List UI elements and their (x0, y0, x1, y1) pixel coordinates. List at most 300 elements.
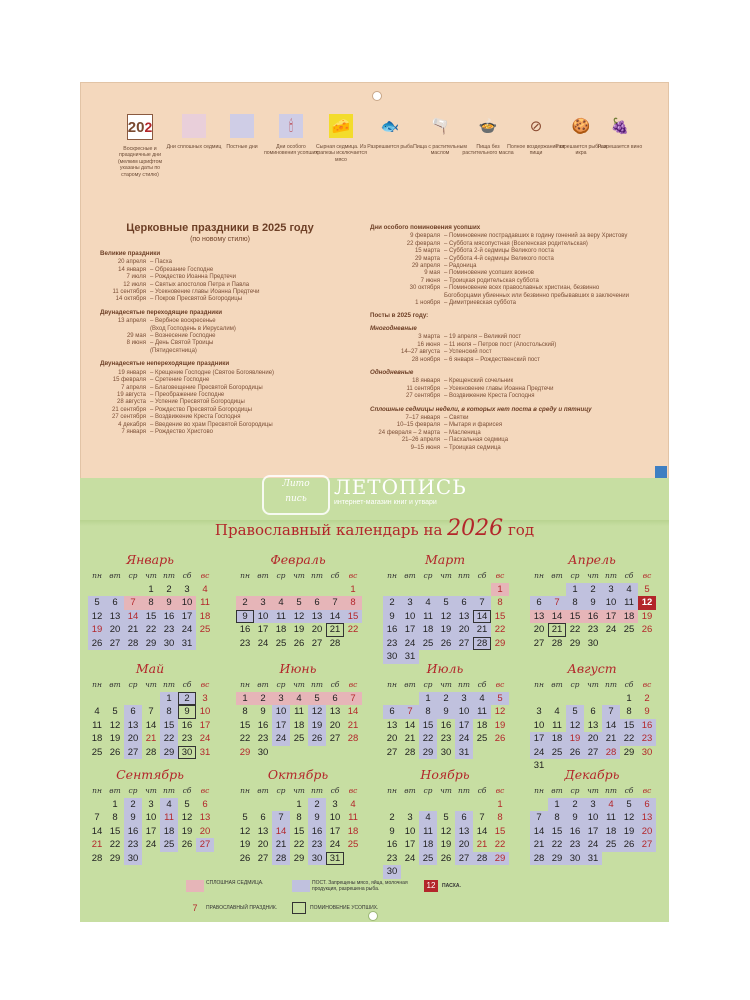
day-cell: 15 (548, 825, 566, 839)
logo-name: ЛЕТОПИСЬ (334, 475, 467, 499)
day-cell: 15 (160, 719, 178, 733)
entry-text: – Обрезание Господне (150, 266, 214, 273)
month-name: Ноябрь (420, 767, 470, 782)
month-grid (88, 678, 214, 759)
bottom-hanging-hole (368, 911, 378, 921)
entry-text: – Сретение Господне (150, 377, 210, 384)
day-cell: 16 (257, 719, 269, 731)
empty-cell (437, 583, 455, 597)
day-cell: 2 (166, 583, 172, 595)
weekday-label: пт (311, 786, 323, 795)
day-cell: 25 (476, 733, 488, 744)
memorial-entry (370, 256, 660, 263)
fast-entry (370, 378, 660, 385)
day-cell: 20 (386, 733, 398, 744)
day-cell: 26 (620, 838, 638, 852)
weekday-label: вс (642, 786, 652, 795)
weekday-label: вт (404, 680, 416, 689)
day-cell: 9 (566, 811, 584, 825)
great-holiday-entry (100, 274, 340, 281)
footer-continuous-label: СПЛОШНАЯ СЕДМИЦА. (206, 880, 264, 886)
day-cell: 20 (124, 732, 142, 746)
day-cell: 27 (584, 746, 602, 760)
month-name: Август (567, 661, 617, 676)
weekday-label: пт (458, 680, 470, 689)
entry-date: 15 марта (414, 248, 440, 255)
day-cell: 19 (308, 719, 326, 733)
day-cell: 19 (566, 732, 584, 746)
day-cell: 6 (326, 692, 344, 706)
day-cell: 26 (641, 624, 653, 635)
month-2 (234, 551, 362, 650)
hanging-hole (372, 91, 382, 101)
weekday-label: сб (624, 786, 634, 795)
weekday-label: вс (642, 571, 652, 580)
weekday-label: пн (387, 571, 397, 580)
lilac-swatch-icon (230, 114, 254, 138)
legend-caption: Постные дни (226, 144, 258, 150)
entry-date (370, 293, 444, 300)
month-8 (528, 660, 656, 773)
day-cell: 24 (329, 839, 341, 850)
day-cell: 23 (566, 838, 584, 852)
month-grid (236, 569, 362, 650)
day-cell: 2 (644, 692, 650, 704)
day-cell: 25 (347, 839, 359, 850)
continuous-week-entry (370, 430, 660, 437)
great-holidays-list (100, 259, 340, 303)
day-cell: 30 (587, 637, 599, 649)
day-cell: 28 (145, 746, 157, 758)
day-cell: 10 (178, 596, 196, 610)
day-cell: 18 (602, 825, 620, 839)
empty-cell (437, 798, 455, 812)
weekday-label: вс (200, 786, 210, 795)
day-cell: 31 (178, 637, 196, 651)
day-cell: 18 (419, 623, 437, 637)
weekday-label: пн (534, 786, 544, 795)
day-cell: 6 (638, 798, 656, 812)
day-cell: 27 (329, 733, 341, 744)
day-cell: 18 (419, 838, 437, 852)
day-cell: 4 (350, 798, 356, 810)
day-cell: 17 (329, 825, 341, 837)
day-cell: 4 (160, 798, 178, 812)
day-cell: 16 (181, 719, 193, 731)
day-cell: 7 (272, 811, 290, 825)
day-cell: 19 (293, 624, 305, 635)
day-cell: 5 (308, 692, 326, 706)
day-cell: 28 (404, 746, 416, 758)
empty-cell (88, 583, 106, 597)
day-cell: 23 (386, 852, 398, 864)
day-cell: 7 (401, 705, 419, 719)
entry-text: – Святых апостолов Петра и Павла (150, 281, 250, 288)
entry-text: – Воздвижение Креста Господня (444, 393, 535, 400)
day-cell: 3 (455, 692, 473, 706)
day-cell: 15 (419, 719, 437, 733)
day-cell: 4 (272, 596, 290, 610)
month-name: Январь (126, 552, 174, 567)
day-cell: 18 (199, 610, 211, 622)
entry-date: 16 июня (417, 341, 440, 348)
day-cell: 8 (497, 812, 503, 823)
day-cell: 28 (530, 852, 548, 866)
day-cell: 7 (473, 596, 491, 610)
church-holidays-title: Церковные праздники в 2025 году (126, 222, 314, 234)
day-cell: 20 (584, 732, 602, 746)
day-cell: 9 (437, 705, 455, 719)
multi-day-fasts-list (370, 334, 660, 364)
weekday-label: пт (311, 680, 323, 689)
month-11 (381, 766, 509, 879)
day-cell: 21 (272, 838, 290, 852)
weekday-label: сб (330, 571, 340, 580)
day-cell: 15 (344, 610, 362, 624)
day-cell: 1 (566, 583, 584, 597)
day-cell: 11 (200, 597, 210, 608)
weekday-label: вт (551, 786, 563, 795)
day-cell: 23 (638, 732, 656, 746)
weekday-label: ср (276, 786, 286, 795)
entry-text: – 19 апреля – Великий пост (444, 334, 522, 341)
movable-holiday-entry (100, 326, 340, 333)
day-cell: 25 (419, 637, 437, 651)
weekday-label: пн (387, 680, 397, 689)
day-cell: 8 (548, 811, 566, 825)
entry-text: – Воздвижение Креста Господня (150, 414, 241, 421)
month-1 (86, 551, 214, 650)
day-cell: 24 (178, 623, 196, 637)
month-grid (383, 678, 509, 759)
day-cell: 15 (494, 825, 506, 837)
fast-entry (370, 334, 660, 341)
weekday-label: пн (534, 571, 544, 580)
empty-cell (602, 692, 620, 706)
month-10 (234, 766, 362, 865)
day-cell: 5 (491, 692, 509, 706)
day-cell: 2 (584, 583, 602, 597)
entry-date: 29 апреля (411, 263, 440, 270)
day-cell: 2 (389, 812, 395, 823)
day-cell: 29 (160, 746, 178, 760)
weekday-label: сб (182, 571, 192, 580)
day-cell: 3 (401, 596, 419, 610)
day-cell: 13 (530, 610, 548, 624)
day-cell: 30 (383, 650, 401, 664)
month-name: Май (135, 661, 165, 676)
day-cell: 14 (473, 610, 491, 624)
day-cell: 12 (440, 825, 452, 837)
entry-text: – Рождество Пресвятой Богородицы (150, 406, 252, 413)
day-cell: 19 (641, 610, 653, 622)
day-cell: 2 (124, 798, 142, 812)
entry-date: 21–26 апреля (401, 437, 440, 444)
church-holidays-column (100, 222, 340, 436)
day-cell: 2 (308, 798, 326, 812)
day-cell: 24 (145, 839, 157, 850)
empty-cell (401, 692, 419, 706)
day-cell: 20 (106, 623, 124, 637)
multi-day-fasts-heading: Многодневные (370, 324, 417, 332)
movable-holidays-heading: Двунадесятые переходящие праздники (100, 308, 222, 316)
day-cell: 24 (401, 637, 419, 651)
legend-caption: Воскресные и праздничные дни (мелким шрифтом указаны даты по старому стилю) (117, 146, 163, 178)
entry-text: – Масленица (444, 429, 481, 436)
great-holiday-entry (100, 282, 340, 289)
footer-legend-pascha (424, 880, 504, 892)
day-cell: 10 (145, 812, 157, 823)
legend-caption: Сырная седмица. Из трапезы исключается мясо (315, 144, 367, 163)
entry-date: 3 марта (418, 334, 440, 341)
weekday-label: вс (495, 680, 505, 689)
footer-pascha-label: ПАСХА. (442, 883, 461, 889)
movable-holiday-entry (100, 348, 340, 355)
legend-wine-allowed (591, 114, 649, 150)
empty-cell (290, 583, 308, 597)
entry-text: – 6 января – Рождественский пост (444, 356, 540, 363)
day-cell: 6 (106, 596, 124, 610)
day-cell: 3 (536, 706, 542, 717)
day-cell: 8 (296, 812, 302, 823)
entry-text: (Вход Господень в Иерусалим) (150, 325, 236, 332)
month-9 (86, 766, 214, 865)
empty-cell (124, 583, 142, 597)
cheese-icon: 🧀 (329, 114, 353, 138)
day-cell: 21 (473, 623, 491, 637)
continuous-week-entry (370, 415, 660, 422)
fast-entry (370, 393, 660, 400)
weekday-label: вт (109, 680, 121, 689)
weekday-label: пт (311, 571, 323, 580)
memorial-entry (370, 248, 660, 255)
day-cell: 12 (620, 811, 638, 825)
entry-text: – Суббота 2-й седмицы Великого поста (444, 248, 554, 255)
empty-cell (419, 583, 437, 597)
weekday-label: вт (257, 786, 269, 795)
weekday-label: сб (477, 680, 487, 689)
day-cell: 30 (641, 746, 653, 758)
entry-text: – Поминовение пострадавших в годину гонений за веру Христову (444, 233, 628, 240)
entry-date: 29 мая (126, 333, 146, 340)
day-cell: 4 (620, 583, 638, 597)
day-cell: 31 (533, 760, 545, 771)
entry-text: – Благовещение Пресвятой Богородицы (150, 384, 263, 391)
day-cell: 26 (109, 746, 121, 758)
pascha-swatch: 12 (424, 880, 438, 892)
day-cell: 18 (620, 610, 638, 624)
memorial-heading: Дни особого поминовения усопших (370, 224, 481, 231)
day-cell: 22 (494, 839, 506, 850)
day-cell: 13 (106, 610, 124, 624)
entry-date: 7 июля (126, 274, 146, 281)
day-cell: 29 (293, 852, 305, 864)
day-cell: 1 (548, 798, 566, 812)
weekday-label: ср (128, 571, 138, 580)
weekday-label: вс (348, 680, 358, 689)
entry-date: 1 ноября (415, 300, 440, 307)
day-cell: 22 (347, 624, 359, 635)
day-cell: 12 (239, 825, 251, 837)
day-cell: 22 (160, 732, 178, 746)
day-cell: 25 (275, 637, 287, 649)
month-grid (88, 569, 214, 650)
empty-cell (401, 583, 419, 597)
day-cell: 11 (552, 719, 562, 731)
memorial-entry (370, 233, 660, 240)
entry-date (100, 326, 150, 333)
day-cell: 20 (533, 624, 545, 635)
day-cell: 6 (455, 596, 473, 610)
entry-text: – Пасха (150, 259, 172, 266)
legend-caption: Пища с растительным маслом (413, 144, 467, 157)
day-cell: 29 (142, 637, 160, 651)
day-cell: 31 (199, 746, 211, 758)
day-cell: 16 (308, 825, 326, 839)
day-cell: 2 (254, 692, 272, 706)
memorial-days-list (370, 233, 660, 307)
day-cell: 11 (620, 596, 638, 610)
day-cell: 3 (584, 798, 602, 812)
day-cell: 13 (257, 825, 269, 837)
memorial-entry (370, 270, 660, 277)
day-cell: 3 (202, 692, 208, 704)
day-cell: 14 (602, 719, 620, 733)
day-cell: 24 (404, 852, 416, 864)
weekday-label: пт (163, 680, 175, 689)
entry-date: 7 июня (420, 277, 440, 284)
day-cell: 10 (401, 610, 419, 624)
month-name: Сентябрь (116, 767, 184, 782)
empty-cell (584, 692, 602, 706)
day-cell: 8 (142, 596, 160, 610)
day-cell: 9 (124, 811, 142, 825)
day-cell: 6 (530, 596, 548, 610)
day-cell: 16 (638, 719, 656, 733)
day-cell: 4 (290, 692, 308, 706)
legend-caption: Разрешается рыбная икра (555, 144, 607, 157)
weekday-label: чт (145, 571, 157, 580)
day-cell: 18 (548, 732, 566, 746)
day-cell: 23 (124, 838, 142, 852)
entry-date: 4 декабря (118, 421, 146, 428)
day-cell: 27 (196, 838, 214, 852)
day-cell: 7 (148, 706, 154, 717)
fast-entry (370, 357, 660, 364)
fixed-holiday-entry (100, 399, 340, 406)
day-cell: 11 (294, 706, 304, 717)
day-cell: 15 (109, 825, 121, 837)
day-cell: 29 (491, 852, 509, 866)
day-cell: 1 (112, 798, 118, 810)
day-cell: 12 (494, 706, 506, 717)
entry-date: 28 ноября (411, 356, 440, 363)
weekday-label: чт (440, 571, 452, 580)
weekday-label: пт (605, 680, 617, 689)
entry-text: Богоборцами убиенных или безвинно пребывавших в заключении (444, 292, 629, 299)
month-name: Февраль (270, 552, 326, 567)
entry-date: 8 июня (126, 340, 146, 347)
day-cell: 16 (566, 825, 584, 839)
day-cell: 6 (590, 706, 596, 717)
day-cell: 18 (476, 719, 488, 731)
day-cell: 11 (602, 811, 620, 825)
fast-entry (370, 386, 660, 393)
empty-cell (142, 692, 160, 706)
entry-text: – Усекновение главы Иоанна Предтечи (444, 385, 554, 392)
legend-caption: Полное воздержание от пищи (507, 144, 565, 157)
fast-swatch (292, 880, 310, 892)
month-grid (530, 784, 656, 865)
weekday-label: ср (423, 571, 433, 580)
empty-cell (383, 798, 401, 812)
entry-date: 12 июля (123, 281, 146, 288)
day-cell: 10 (254, 610, 272, 624)
weekday-label: вс (348, 571, 358, 580)
weekday-label: пн (240, 571, 250, 580)
continuous-week-entry (370, 437, 660, 444)
month-name: Март (424, 552, 466, 567)
caviar-icon: 🍪 (571, 118, 591, 135)
day-cell: 31 (584, 852, 602, 866)
day-cell: 18 (160, 825, 178, 839)
day-cell: 11 (272, 610, 290, 624)
day-cell: 12 (566, 719, 584, 733)
empty-cell (383, 692, 401, 706)
day-cell: 29 (623, 746, 635, 758)
day-cell: 1 (350, 583, 356, 595)
day-cell: 8 (112, 812, 118, 823)
entry-text: – Рождество Христово (150, 428, 213, 435)
day-cell: 19 (620, 825, 638, 839)
day-cell: 19 (88, 623, 106, 637)
day-cell: 21 (347, 719, 359, 731)
month-4 (528, 551, 656, 650)
day-cell: 27 (106, 637, 124, 651)
day-cell: 26 (88, 637, 106, 651)
day-cell: 12 (638, 596, 656, 610)
day-cell: 8 (566, 596, 584, 610)
weekday-label: чт (587, 571, 599, 580)
logo-mark: Лито пись (262, 475, 330, 515)
day-cell: 17 (401, 623, 419, 637)
day-cell: 4 (202, 583, 208, 595)
movable-holiday-entry (100, 333, 340, 340)
weekday-label: сб (624, 680, 634, 689)
day-cell: 27 (638, 838, 656, 852)
day-cell: 22 (548, 838, 566, 852)
fixed-holiday-entry (100, 370, 340, 377)
day-cell: 11 (160, 811, 178, 825)
entry-text: – Преображение Господне (150, 391, 225, 398)
footer-legend-fast (292, 880, 412, 892)
day-cell: 21 (530, 838, 548, 852)
day-cell: 6 (260, 812, 266, 823)
day-cell: 18 (91, 733, 103, 744)
legend-caption: Пища без растительного масла (462, 144, 514, 157)
day-cell: 29 (239, 746, 251, 758)
day-cell: 4 (419, 596, 437, 610)
entry-date: 19 января (118, 369, 146, 376)
weekday-label: сб (477, 786, 487, 795)
calendar-title (80, 516, 669, 541)
empty-cell (566, 692, 584, 706)
day-cell: 19 (494, 719, 506, 731)
day-cell: 1 (419, 692, 437, 706)
day-cell: 27 (311, 637, 323, 649)
day-cell: 13 (455, 825, 473, 839)
entry-text: – Успение Пресвятой Богородицы (150, 399, 245, 406)
